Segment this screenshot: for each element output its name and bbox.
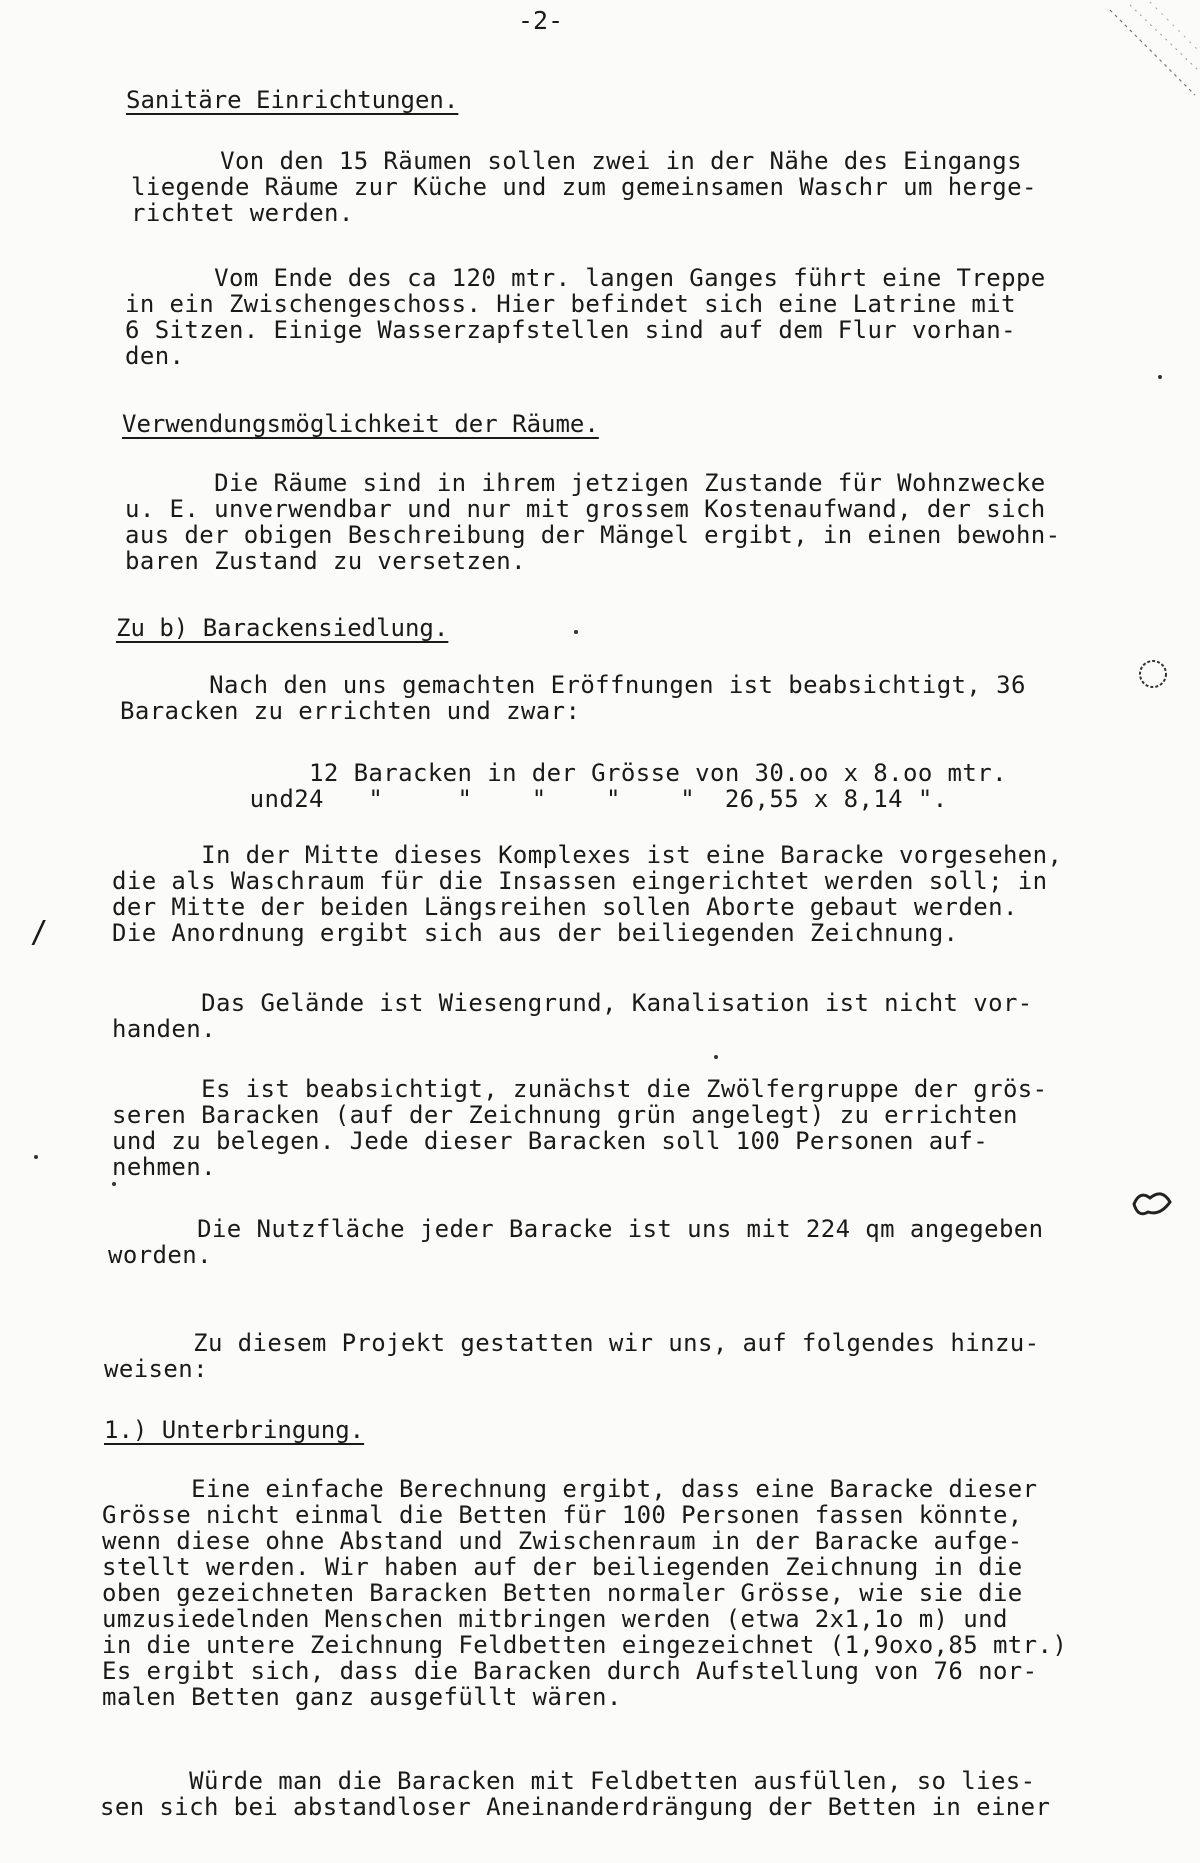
punch-hole-mark-lower: [1126, 1186, 1176, 1222]
ink-speck: [34, 1155, 38, 1159]
heading-barackensiedlung: Zu b) Barackensiedlung.: [116, 614, 449, 642]
ink-speck: [714, 1055, 718, 1059]
ink-speck: [574, 630, 578, 634]
paragraph-waschraum: In der Mitte dieses Komplexes ist eine Baracke vorgesehen, die als Waschraum für die Insassen eingerichtet werden soll; in der Mitte der beiden Längsreihen sollen Aborte gebaut werden. Die Anordnung ergibt sich aus der beiliegenden Zeichnung.: [112, 841, 1063, 947]
ink-speck: [112, 1182, 116, 1186]
paragraph-projekt-hinweis: Zu diesem Projekt gestatten wir uns, auf folgendes hinzu- weisen:: [104, 1329, 1040, 1383]
ink-speck: [1158, 375, 1162, 379]
heading-verwendungsmoeglichkeit: Verwendungsmöglichkeit der Räume.: [122, 410, 599, 438]
corner-scratch-marks: [1100, 0, 1200, 130]
paragraph-nutzflaeche: Die Nutzfläche jeder Baracke ist uns mit 224 qm angegeben worden.: [108, 1215, 1044, 1269]
paragraph-eroeffnungen: Nach den uns gemachten Eröffnungen ist beabsichtigt, 36 Baracken zu errichten und zwar:: [120, 671, 1026, 725]
paragraph-treppe-latrine: Vom Ende des ca 120 mtr. langen Ganges führt eine Treppe in ein Zwischengeschoss. Hier befindet sich eine Latrine mit 6 Sitzen. Einige Wasserzapfstellen sind auf dem Flur vorhan- den.: [125, 264, 1046, 370]
heading-sanitaere-einrichtungen: Sanitäre Einrichtungen.: [126, 86, 459, 114]
punch-hole-mark-upper: [1136, 654, 1170, 694]
paragraph-raeume-kueche: Von den 15 Räumen sollen zwei in der Nähe des Eingangs liegende Räume zur Küche und zum gemeinsamen Waschr um herge- richtet werden.: [131, 147, 1037, 227]
paragraph-raeume-unverwendbar: Die Räume sind in ihrem jetzigen Zustande für Wohnzwecke u. E. unverwendbar und nur mit grossem Kostenaufwand, der sich aus der obigen Beschreibung der Mängel ergibt, in einen bewohn- baren Zustand zu versetzen.: [125, 469, 1061, 575]
paragraph-feldbetten: Würde man die Baracken mit Feldbetten ausfüllen, so lies- sen sich bei abstandloser Aneinanderdrängung der Betten in einer: [100, 1767, 1051, 1821]
heading-unterbringung: 1.) Unterbringung.: [104, 1416, 365, 1444]
paragraph-gelaende: Das Gelände ist Wiesengrund, Kanalisation ist nicht vor- handen.: [112, 989, 1033, 1043]
paragraph-berechnung-betten: Eine einfache Berechnung ergibt, dass eine Baracke dieser Grösse nicht einmal die Betten für 100 Personen fassen könnte, wenn diese ohne Abstand und Zwischenraum in der Baracke aufge- stellt werden. Wir haben auf der beiliegenden Zeichnung in die oben gezeichneten Baracken Betten normaler Grösse, wie sie die umzusiedelnden Menschen mitbringen werden (etwa 2x1,1o m) und in die untere Zeichnung Feldbetten eingezeichnet (1,9oxo,85 mtr.) Es ergibt sich, dass die Baracken durch Aufstellung von 76 nor- malen Betten ganz ausgefüllt wären.: [102, 1475, 1068, 1711]
margin-slash-mark: /: [30, 915, 49, 950]
paragraph-zwoelfergruppe: Es ist beabsichtigt, zunächst die Zwölfergruppe der grös- seren Baracken (auf der Zeichnung grün angelegt) zu errichten und zu belegen. Jede dieser Baracken soll 100 Personen auf- nehmen.: [112, 1075, 1048, 1181]
page-number: -2-: [518, 6, 564, 35]
baracken-size-list: 12 Baracken in der Grösse von 30.oo x 8.oo mtr. und24 " " " " " 26,55 x 8,14 ".: [249, 759, 1007, 813]
